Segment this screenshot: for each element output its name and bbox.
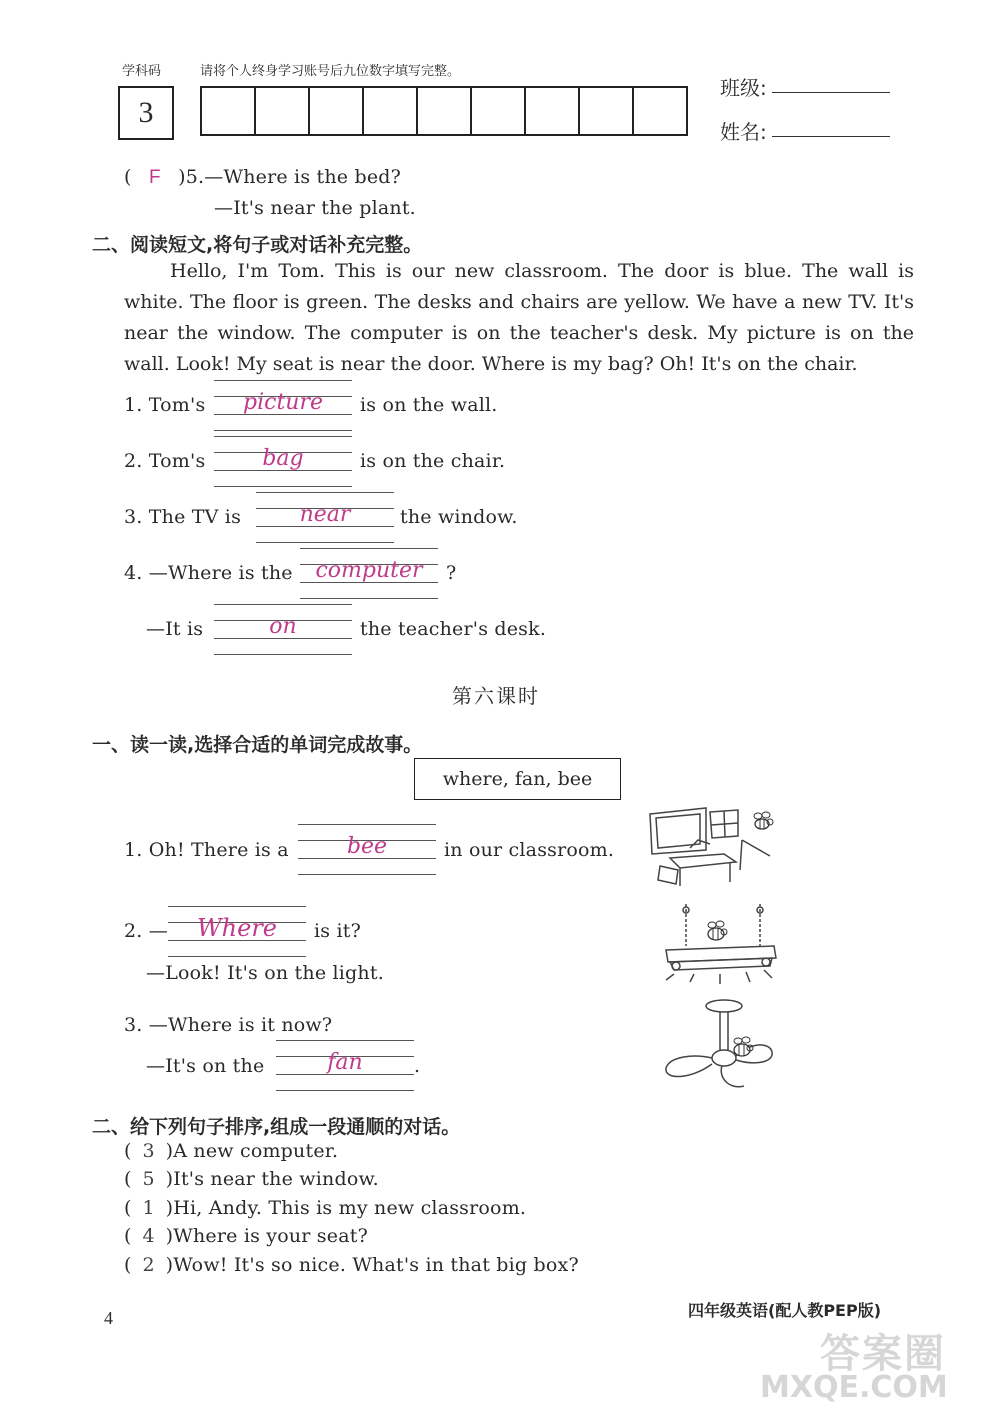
fill-item-1-blank[interactable] (214, 380, 352, 432)
order-number[interactable]: 4 (142, 1225, 155, 1247)
account-instruction: 请将个人终身学习账号后九位数字填写完整。 (200, 64, 461, 79)
fill-item-2-blank[interactable] (214, 436, 352, 488)
order-number[interactable]: 1 (142, 1197, 155, 1219)
fill-item-5-pre: —It is (146, 618, 204, 640)
story-item-3-post: . (414, 1055, 421, 1077)
class-label: 班级: (720, 76, 767, 100)
q5-open-paren: ( (124, 166, 132, 188)
bee-icon (754, 812, 773, 829)
digit-box[interactable] (578, 86, 634, 136)
fill-item-2-answer: bag (262, 446, 304, 471)
digit-box[interactable] (200, 86, 256, 136)
fill-item-5-answer: on (269, 614, 297, 639)
fill-item-3-blank[interactable] (256, 492, 394, 544)
fill-item-5-blank[interactable] (214, 604, 352, 656)
order-text: )Wow! It's so nice. What's in that big box? (165, 1254, 579, 1276)
class-field[interactable] (772, 92, 890, 93)
order-item: ( 5 )It's near the window. (124, 1168, 379, 1190)
light-bee-illustration (660, 900, 780, 995)
story-item-2-answer: Where (196, 914, 277, 942)
digit-box[interactable] (416, 86, 472, 136)
digit-box[interactable] (524, 86, 580, 136)
order-number[interactable]: 2 (142, 1254, 155, 1276)
digit-box[interactable] (362, 86, 418, 136)
fill-item-3-post: the window. (400, 506, 518, 528)
section2-title: 二、阅读短文,将句子或对话补充完整。 (92, 234, 423, 256)
fill-item-1-pre: 1. Tom's (124, 394, 206, 416)
story-item-3-answer: fan (327, 1050, 363, 1075)
order-item: ( 4 )Where is your seat? (124, 1225, 368, 1247)
fan-bee-illustration (660, 998, 780, 1093)
order-item: ( 3 )A new computer. (124, 1140, 339, 1162)
part2-title: 二、给下列句子排序,组成一段通顺的对话。 (92, 1116, 461, 1138)
order-text: )It's near the window. (165, 1168, 379, 1190)
subject-code-box: 3 (118, 86, 174, 140)
order-item: ( 1 )Hi, Andy. This is my new classroom. (124, 1197, 527, 1219)
q5-answer-line: —It's near the plant. (214, 197, 416, 219)
classroom-bee-illustration (640, 800, 780, 892)
q5-answer: F (148, 167, 161, 188)
digit-box[interactable] (254, 86, 310, 136)
story-item-1-answer: bee (346, 834, 388, 859)
digit-box[interactable] (470, 86, 526, 136)
story-item-2-pre: 2. — (124, 920, 168, 942)
order-text: )Hi, Andy. This is my new classroom. (165, 1197, 527, 1219)
story-item-1-post: in our classroom. (444, 839, 615, 861)
fill-item-1-answer: picture (243, 390, 323, 415)
fill-item-4-post: ? (446, 562, 457, 584)
story-item-1-pre: 1. Oh! There is a (124, 839, 289, 861)
digit-box[interactable] (308, 86, 364, 136)
digit-box[interactable] (632, 86, 688, 136)
order-number[interactable]: 5 (142, 1168, 155, 1190)
story-item-3-question: 3. —Where is it now? (124, 1014, 333, 1036)
fill-item-3-pre: 3. The TV is (124, 506, 242, 528)
reading-passage: Hello, I'm Tom. This is our new classroom. The door is blue. The wall is white. The floor is green. The desks and chairs are yellow. We have a new TV. It's near the window. The computer is on the teacher's desk. My picture is on the wall. Look! My seat is near the door. Where is my bag? Oh! It's on the chair. (124, 260, 914, 375)
word-bank: where, fan, bee (414, 758, 621, 800)
fill-item-2-post: is on the chair. (360, 450, 506, 472)
name-field[interactable] (772, 136, 890, 137)
fill-item-5-post: the teacher's desk. (360, 618, 547, 640)
order-number[interactable]: 3 (142, 1140, 155, 1162)
lesson6-title: 第六课时 (452, 684, 540, 708)
book-title: 四年级英语(配人教PEP版) (688, 1301, 882, 1320)
fill-item-3-answer: near (299, 502, 351, 527)
fill-item-4-pre: 4. —Where is the (124, 562, 293, 584)
q5-row (124, 166, 401, 189)
watermark-cn: 答案圈 (820, 1331, 946, 1377)
order-text: )A new computer. (165, 1140, 339, 1162)
story-item-3-pre: —It's on the (146, 1055, 265, 1077)
story-item-2-post: is it? (314, 920, 361, 942)
fill-item-2-pre: 2. Tom's (124, 450, 206, 472)
bee-icon (708, 921, 727, 940)
order-text: )Where is your seat? (165, 1225, 368, 1247)
order-item: ( 2 )Wow! It's so nice. What's in that big box? (124, 1254, 579, 1276)
q5-question: —Where is the bed? (204, 166, 402, 188)
story-item-3-blank[interactable] (276, 1040, 414, 1092)
page-number: 4 (104, 1308, 113, 1328)
story-item-2-blank[interactable] (168, 906, 306, 958)
story-item-2-reply: —Look! It's on the light. (146, 962, 384, 984)
fill-item-1-post: is on the wall. (360, 394, 498, 416)
fill-item-4-blank[interactable] (300, 548, 438, 600)
story-item-1-blank[interactable] (298, 824, 436, 876)
q5-number: )5. (178, 166, 205, 188)
fill-item-4-answer: computer (315, 558, 423, 583)
subject-code-label: 学科码 (122, 64, 162, 79)
part1-title: 一、读一读,选择合适的单词完成故事。 (92, 734, 423, 756)
watermark: MXQE.COM (760, 1370, 948, 1405)
name-label: 姓名: (720, 120, 767, 144)
